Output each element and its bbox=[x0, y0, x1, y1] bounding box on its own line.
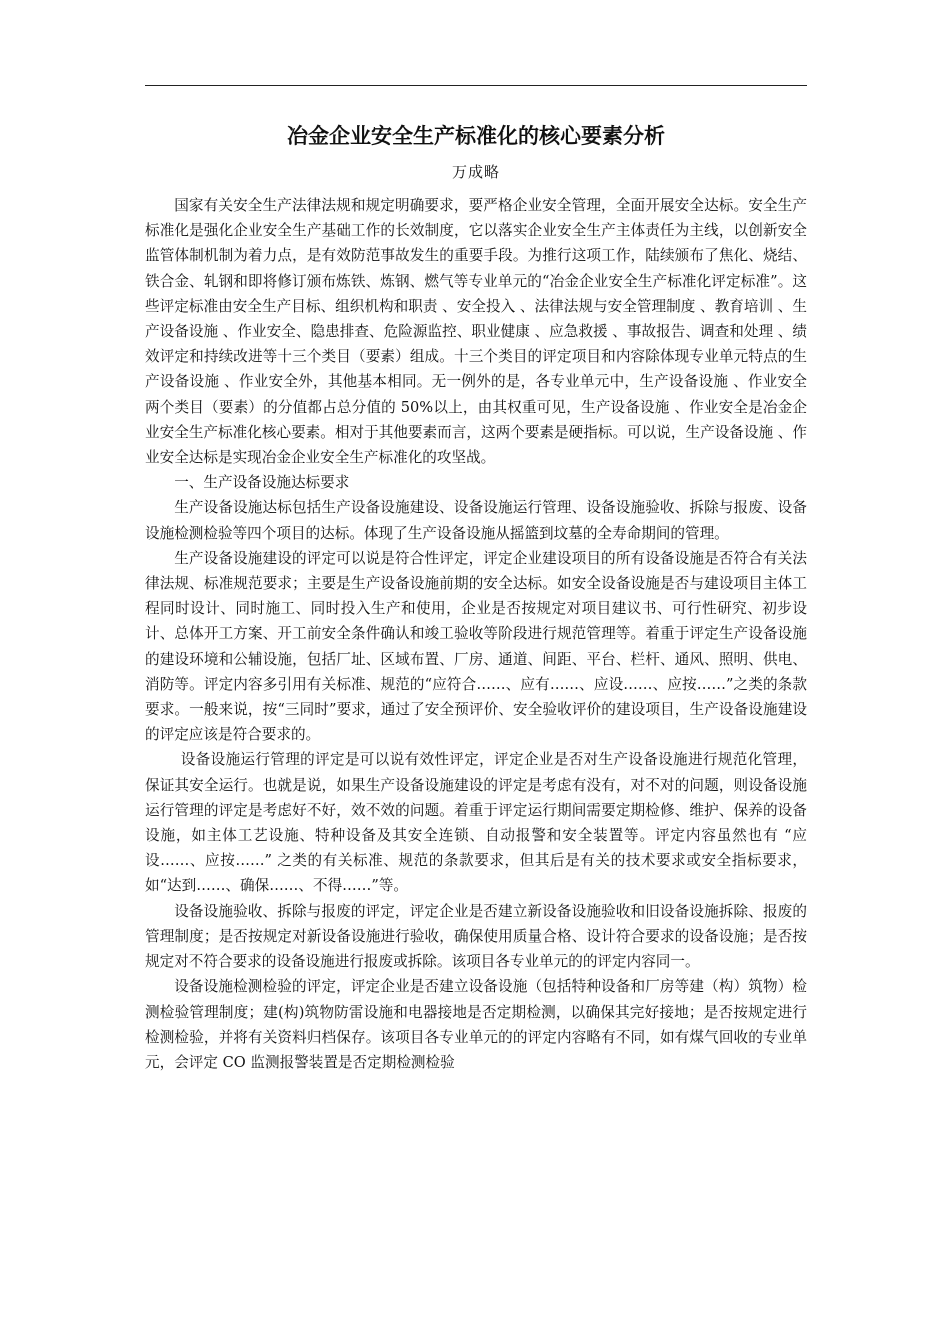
paragraph-construction: 生产设备设施建设的评定可以说是符合性评定，评定企业建设项目的所有设备设施是否符合有关法律法规、标准规范要求；主要是生产设备设施前期的安全达标。如安全设备设施是否与建设项目主体工程同时设计、同时施工、同时投入生产和使用，企业是否按规定对项目建议书、可行性研究、初步设计、总体开工方案、开工前安全条件确认和竣工验收等阶段进行规范管理等。着重于评定生产设备设施的建设环境和公辅设施，包括厂址、区域布置、厂房、通道、间距、平台、栏杆、通风、照明、供电、消防等。评定内容多引用有关标准、规范的“应符合……、应有……、应设……、应按……”之类的条款要求。一般来说，按“三同时”要求，通过了安全预评价、安全验收评价的建设项目，生产设备设施建设的评定应该是符合要求的。 bbox=[145, 549, 807, 744]
document-body bbox=[145, 193, 807, 1075]
author-name: 万成略 bbox=[451, 163, 500, 181]
paragraph-inspection: 设备设施检测检验的评定，评定企业是否建立设备设施（包括特种设备和厂房等建（构）筑物）检测检验管理制度；建(构)筑物防雷设施和电器接地是否定期检测，以确保其完好接地；是否按规定进行检测检验，并将有关资料归档保存。该项目各专业单元的的评定内容略有不同，如有煤气回收的专业单元，会评定 CO 监测报警装置是否定期检测检验 bbox=[145, 978, 807, 1071]
header-rule bbox=[145, 85, 807, 86]
paragraph-intro: 国家有关安全生产法律法规和规定明确要求，要严格企业安全管理，全面开展安全达标。安全生产标准化是强化企业安全生产基础工作的长效制度，它以落实企业安全生产主体责任为主线，以创新安全监管体制机制为着力点，是有效防范事故发生的重要手段。为推行这项工作，陆续颁布了焦化、烧结、铁合金、轧钢和即将修订颁布炼铁、炼钢、燃气等专业单元的“冶金企业安全生产标准化评定标准”。这些评定标准由安全生产目标、组织机构和职责 、安全投入 、法律法规与安全管理制度 、教育培训 、生产设备设施 、作业安全、隐患排查、危险源监控、职业健康 、应急救援 、事故报告、调查和处理 、绩效评定和持续改进等十三个类目（要素）组成。十三个类目的评定项目和内容除体现专业单元特点的生产设备设施 、作业安全外，其他基本相同。无一例外的是，各专业单元中，生产设备设施 、作业安全两个类目（要素）的分值都占总分值的 50%以上，由其权重可见，生产设备设施 、作业安全是冶金企业安全生产标准化核心要素。相对于其他要素而言，这两个要素是硬指标。可以说，生产设备设施 、作业安全达标是实现冶金企业安全生产标准化的攻坚战。 bbox=[145, 197, 807, 467]
document-title: 冶金企业安全生产标准化的核心要素分析 bbox=[287, 124, 665, 148]
paragraph-acceptance: 设备设施验收、拆除与报废的评定，评定企业是否建立新设备设施验收和旧设备设施拆除、报废的管理制度；是否按规定对新设备设施进行验收，确保使用质量合格、设计符合要求的设备设施；是否按规定对不符合要求的设备设施进行报废或拆除。该项目各专业单元的的评定内容同一。 bbox=[145, 902, 807, 971]
paragraph-operation: 设备设施运行管理的评定是可以说有效性评定，评定企业是否对生产设备设施进行规范化管理，保证其安全运行。也就是说，如果生产设备设施建设的评定是考虑有没有，对不对的问题，则设备设施运行管理的评定是考虑好不好，效不效的问题。着重于评定运行期间需要定期检修、维护、保养的设备设施，如主体工艺设施、特种设备及其安全连锁、自动报警和安全装置等。评定内容虽然也有 “应设……、应按……” 之类的有关标准、规范的条款要求，但其后是有关的技术要求或安全指标要求，如“达到……、确保……、不得……”等。 bbox=[145, 751, 807, 895]
section-heading: 一、生产设备设施达标要求 bbox=[174, 474, 350, 492]
paragraph-requirements: 生产设备设施达标包括生产设备设施建设、设备设施运行管理、设备设施验收、拆除与报废、设备设施检测检验等四个项目的达标。体现了生产设备设施从摇篮到坟墓的全寿命期间的管理。 bbox=[145, 499, 807, 542]
